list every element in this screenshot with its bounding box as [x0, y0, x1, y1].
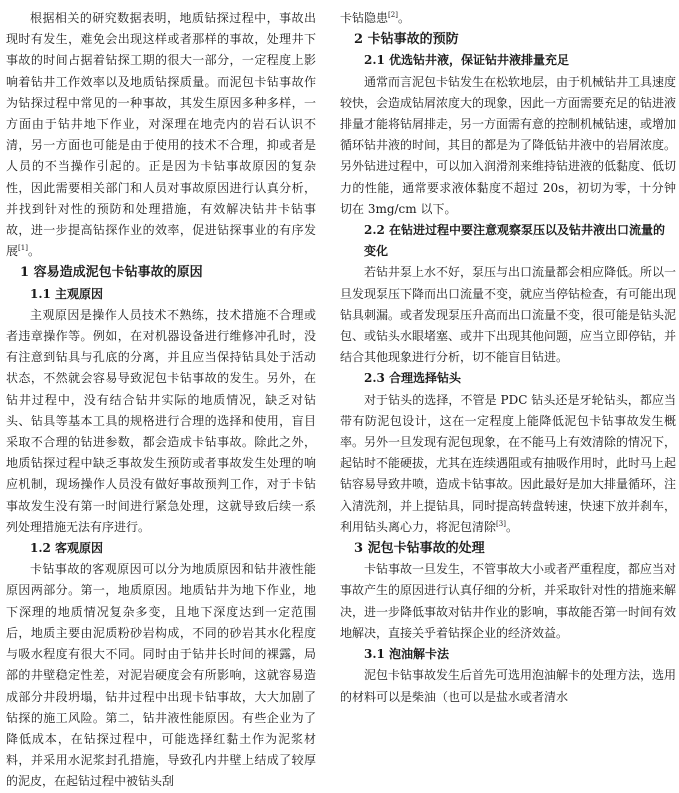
citation-ref: [2]	[388, 11, 398, 19]
section-1-2-paragraph: 卡钻事故的客观原因可以分为地质原因和钻井液性能原因两部分。第一，地质原因。地质钻井为地下作业，地下深理的地质情况复杂多变，且地下深度达到一定范围后，地质主要由泥质粉砂岩构成，不同的砂岩其水化程度与吸水程度有很大不同。同时由于钻井长时间的裸露，局部的井壁稳定性差，对泥岩硬度会有所影响，这就容易造成部分井段坍塌，钻井过程中出现卡钻事故，大大加剧了钻探的施工风险。第二，钻井液性能原因。有些企业为了降低成本，在钻探过程中，可能选择红黏土作为泥浆材料，并采用水泥浆封孔措施，导致孔内井壁上结成了较厚的泥皮，在起钻过程中被钻头刮	[6, 562, 316, 789]
section-2-3-text: 对于钻头的选择，不管是 PDC 钻头还是牙轮钻头，都应当带有防泥包设计，这在一定程度上能降低泥包卡钻事故发生概率。另外一旦发现有泥包现象，在不能马上有效清除的情况下，起钻时不能硬拔，尤其在连续遇阻或有抽吸作用时，此时马上起钻容易导致井喷，造成卡钻事故。因此最好是加大排量循环，注入清洗剂，并上提钻具，同时提高转盘转速，快速下放并刹车，利用钻头离心力，将泥包清除	[340, 392, 677, 534]
section-3-1-heading: 3.1 泡油解卡法	[364, 647, 450, 662]
continued-text: 卡钻隐患	[340, 11, 389, 25]
section-2-1-paragraph: 通常而言泥包卡钻发生在松软地层，由于机械钻井工具速度较快，会造成钻屑浓度大的现象，因此一方面需要充足的钻进液排量才能将钻屑排走，另一方面需有意的控制机械钻速，或增加循环钻井液的时间，其目的都是为了降低钻井液中的岩屑浓度。另外钻进过程中，可以加入润滑剂来维持钻进液的低黏度、低切力的性能，通常要求液体黏度不超过 20s，初切为零，十分钟切在 3mg/cm 以下。	[340, 74, 677, 216]
section-3-paragraph: 卡钻事故一旦发生，不管事故大小或者严重程度，都应当对事故产生的原因进行认真仔细的分析，并采取针对性的措施来解决，进一步降低事故对钻井作业的影响，事故能否第一时间有效地解决，直接关乎着钻探企业的经济效益。	[340, 562, 677, 640]
section-1-1-paragraph: 主观原因是操作人员技术不熟练，技术措施不合理或者违章操作等。例如，在对机器设备进行维修冲孔时，没有注意到钻具与孔底的分离，并且应当保持钻具处于活动状态，不然就会容易导致泥包卡钻事故的发生。另外，在钻井过程中，没有结合钻井实际的地质情况，缺乏对钻头、钻具等基本工具的规格进行合理的选择和使用，盲目采取不合理的钻进参数，都会造成卡钻事故。除此之外，地质钻探过程中缺乏事故发生预防或者事故发生处理的响应机制，现场操作人员没有做好事故预判工作，对于卡钻事故发生没有第一时间进行紧急处理，这就导致后续一系列处理措施无法有序进行。	[6, 307, 316, 534]
section-2-2-paragraph: 若钻井泵上水不好，泵压与出口流量都会相应降低。所以一旦发现泵压下降而出口流量不变，就应当停钻检查，有可能出现钻具刺漏。或者发现泵压升高而出口流量不变，很可能是钻头泥包、或钻头水眼堵塞、或井下出现其他问题，应当立即停钻，并结合其他现象进行分析，切不能盲目钻进。	[340, 265, 677, 365]
continued-paragraph	[340, 8, 676, 29]
section-2-3-end: 。	[505, 519, 518, 534]
section-2-3-heading: 2.3 合理选择钻头	[364, 371, 462, 386]
right-column	[340, 8, 676, 708]
intro-end: 。	[27, 244, 40, 259]
citation-ref: [3]	[496, 519, 506, 528]
citation-ref: [1]	[18, 244, 28, 253]
section-3-heading: 3 泥包卡钻事故的处理	[354, 541, 485, 557]
intro-paragraph	[6, 8, 316, 262]
intro-text: 根据相关的研究数据表明，地质钻探过程中，事故出现时有发生，难免会出现这样或者那样的事故，处理井下事故的时间占据着钻探工期的很大一部分，一定程度上影响着钻井工作效率以及地质钻探质量。而泥包卡钻事故作为钻探过程中常见的一种事故，其发生原因多种多样，一方面由于钻井地下作业，对深理在地壳内的岩石认识不清，另一方面也可能是由于使用的技术不合理，抑或者是人员的不当操作引起的。正是因为卡钻事故原因的复杂性，因此需要相关部门和人员对事故原因进行认真分析，并找到针对性的预防和处理措施，有效解决钻井卡钻事故，进一步提高钻探作业的效率，促进钻探事业的有序发展	[6, 11, 316, 259]
section-2-heading: 2 卡钻事故的预防	[354, 32, 459, 48]
continued-end: 。	[397, 11, 410, 25]
section-2-2-heading: 2.2 在钻进过程中要注意观察泵压以及钻井液出口流量的变化	[364, 223, 666, 259]
section-1-heading: 1 容易造成泥包卡钻事故的原因	[20, 265, 203, 281]
left-column	[6, 8, 316, 793]
section-3-1-paragraph: 泥包卡钻事故发生后首先可选用泡油解卡的处理方法，选用的材料可以是柴油（也可以是盐水或者清水	[340, 668, 677, 704]
section-1-2-heading: 1.2 客观原因	[30, 541, 104, 556]
section-2-3-paragraph	[340, 390, 676, 538]
section-2-1-heading: 2.1 优选钻井液，保证钻井液排量充足	[364, 53, 570, 68]
section-1-1-heading: 1.1 主观原因	[30, 286, 104, 301]
